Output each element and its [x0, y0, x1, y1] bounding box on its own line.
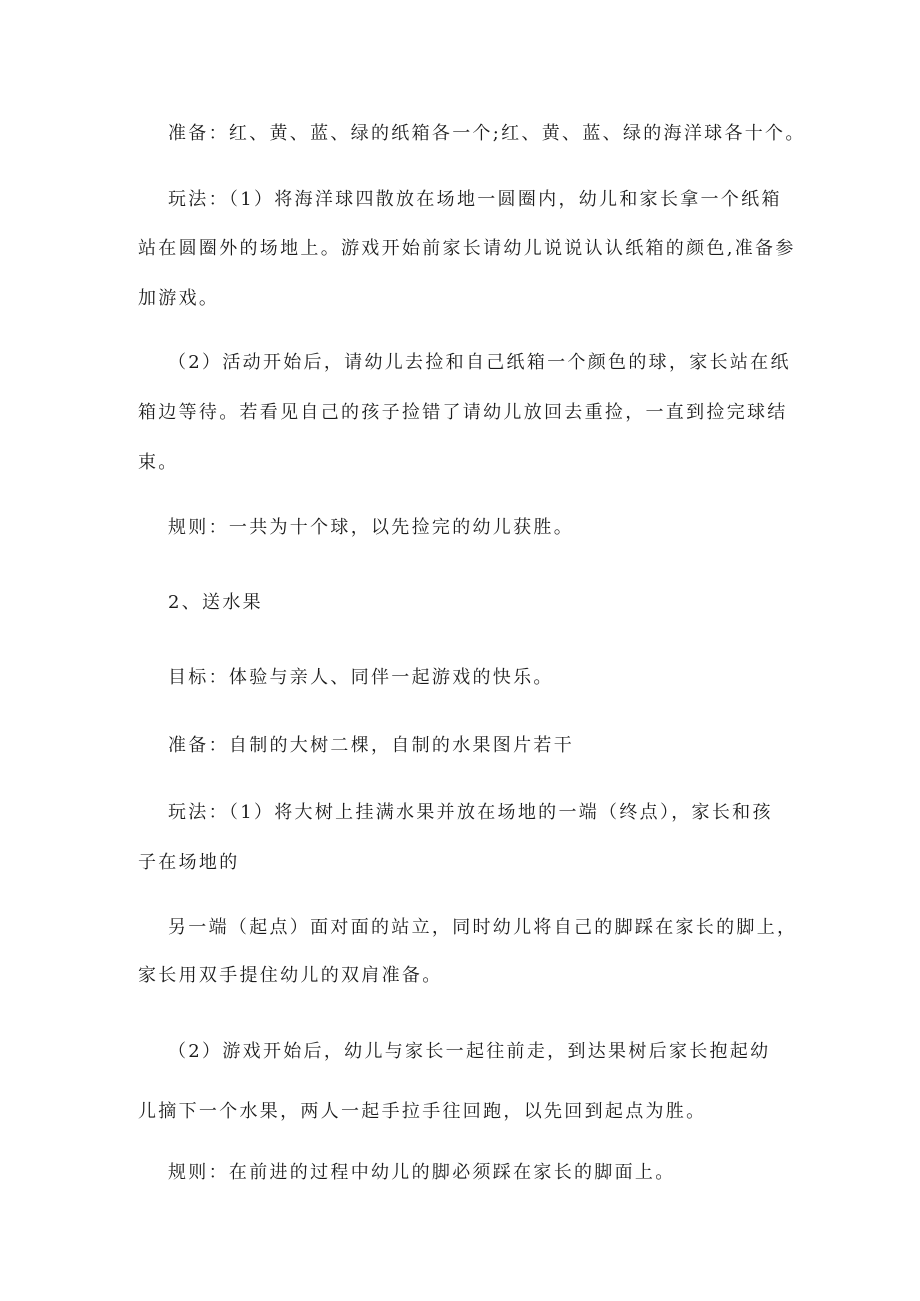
paragraph-prep-2: 准备：自制的大树二棵，自制的水果图片若干 [168, 735, 574, 756]
paragraph-step2-line-3: 束。 [138, 452, 179, 473]
paragraph-goal: 目标：体验与亲人、同伴一起游戏的快乐。 [168, 667, 554, 688]
paragraph-step2b-line-1: （2）游戏开始后，幼儿与家长一起往前走，到达果树后家长抱起幼 [168, 1041, 771, 1062]
paragraph-play2-line-4: 家长用双手提住幼儿的双肩准备。 [138, 965, 443, 986]
paragraph-play-line-2: 站在圆圈外的场地上。游戏开始前家长请幼儿说说认认纸箱的颜色,准备参 [138, 238, 796, 259]
paragraph-play2-line-1: 玩法：（1）将大树上挂满水果并放在场地的一端（终点），家长和孩 [168, 802, 773, 823]
paragraph-play-line-1: 玩法：（1）将海洋球四散放在场地一圆圈内，幼儿和家长拿一个纸箱 [168, 189, 782, 210]
paragraph-prep-line: 准备：红、黄、蓝、绿的纸箱各一个;红、黄、蓝、绿的海洋球各十个。 [168, 123, 806, 144]
section-heading-send-fruit: 2、送水果 [168, 592, 263, 613]
paragraph-play-line-3: 加游戏。 [138, 288, 220, 309]
paragraph-play2-line-2: 子在场地的 [138, 852, 240, 873]
paragraph-step2-line-1: （2）活动开始后，请幼儿去捡和自己纸箱一个颜色的球，家长站在纸 [168, 352, 791, 373]
paragraph-step2b-line-2: 儿摘下一个水果，两人一起手拉手往回跑，以先回到起点为胜。 [138, 1101, 707, 1122]
paragraph-rule-2: 规则：在前进的过程中幼儿的脚必须踩在家长的脚面上。 [168, 1162, 676, 1183]
paragraph-play2-line-3: 另一端（起点）面对面的站立，同时幼儿将自己的脚踩在家长的脚上， [168, 917, 798, 938]
paragraph-step2-line-2: 箱边等待。若看见自己的孩子捡错了请幼儿放回去重捡，一直到捡完球结 [138, 402, 788, 423]
paragraph-rule-1: 规则：一共为十个球，以先捡完的幼儿获胜。 [168, 517, 574, 538]
